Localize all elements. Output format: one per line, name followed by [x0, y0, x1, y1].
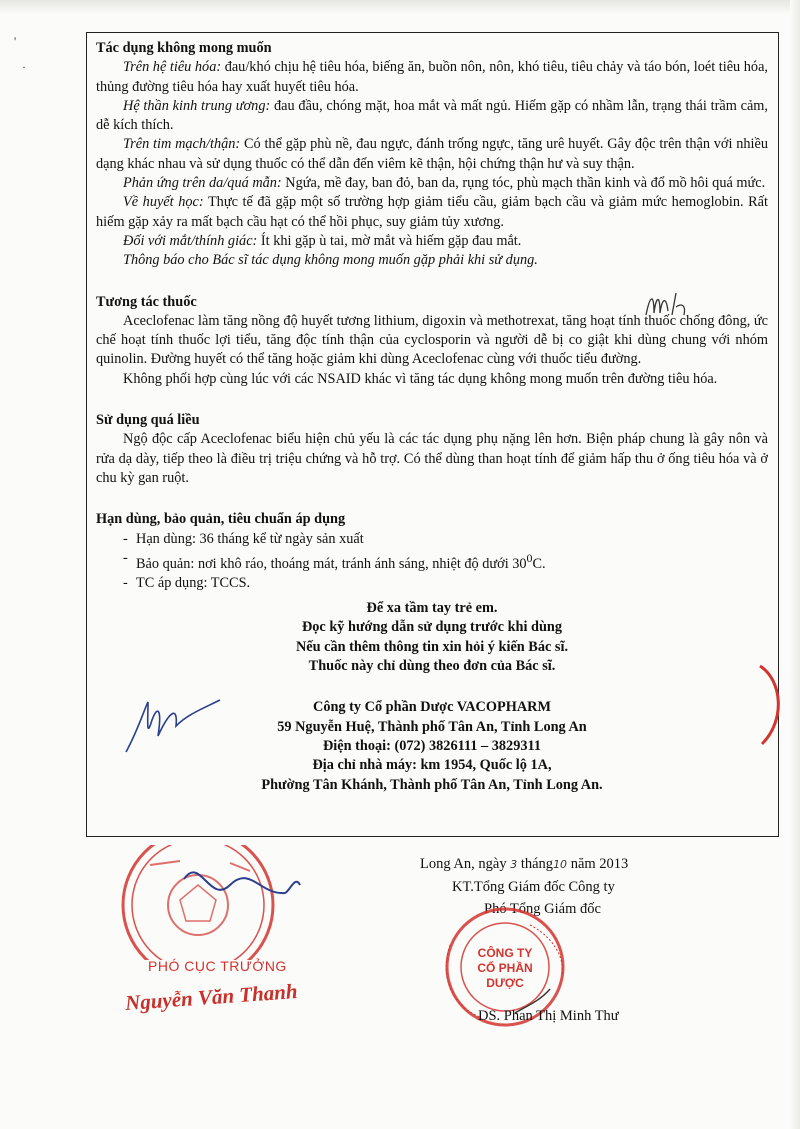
storage-heading: Hạn dùng, bảo quản, tiêu chuẩn áp dụng	[96, 511, 346, 528]
list-item: - TC áp dụng: TCCS.	[123, 574, 251, 591]
overdose-heading: Sử dụng quá liều	[96, 412, 200, 429]
deputy-director-name: Nguyễn Văn Thanh	[124, 979, 299, 1015]
signer-title-line: Phó Tổng Giám đốc	[484, 901, 601, 917]
side-effects-heading: Tác dụng không mong muốn	[96, 40, 272, 56]
side-effect-item: Phản ứng trên da/quá mẫn: Ngứa, mề đay, ban đỏ, ban da, rụng tóc, phù mạch thần kinh và đổ mồ hôi quá mức.	[123, 175, 766, 192]
warning-line: Để xa tầm tay trẻ em.	[366, 600, 498, 617]
company-address: 59 Nguyễn Huệ, Thành phố Tân An, Tỉnh Long An	[277, 718, 587, 735]
company-name: Công ty Cổ phần Dược VACOPHARM	[313, 699, 551, 716]
authority-stamp	[110, 845, 310, 960]
side-effect-item: Trên hệ tiêu hóa: đau/khó chịu hệ tiêu hóa, biếng ăn, buồn nôn, nôn, khó tiêu, tiêu chảy và táo bón, loét tiêu hóa, thủng đường tiêu hóa hay xuất huyết tiêu hóa.	[96, 59, 768, 95]
signer-role-line: KT.Tổng Giám đốc Công ty	[452, 879, 615, 895]
date-line: Long An, ngày 3 tháng10 năm 2013	[420, 856, 629, 872]
side-effect-item: Hệ thần kinh trung ương: đau đầu, chóng mặt, hoa mắt và mất ngủ. Hiếm gặp có nhầm lẫn, trạng thái trầm cảm, dễ kích thích.	[96, 97, 768, 134]
spacer	[96, 488, 768, 510]
list-item: - Hạn dùng: 36 tháng kể từ ngày sản xuất	[123, 530, 364, 547]
margin-dot-mark: '	[14, 34, 17, 48]
margin-dot-mark: ·	[22, 60, 26, 74]
initials-signature	[640, 285, 700, 325]
overdose-paragraph: Ngộ độc cấp Aceclofenac biểu hiện chủ yếu là các tác dụng phụ nặng lên hơn. Biện pháp chung là gây nôn và rửa dạ dày, tiếp theo là điều trị triệu chứng và hỗ trợ. Có thể dùng than hoạt tính để giảm hấp thu ở ống tiêu hóa và ở chu kỳ gan ruột.	[96, 431, 768, 486]
warnings-block	[96, 599, 768, 676]
factory-address: Địa chỉ nhà máy: km 1954, Quốc lộ 1A,	[312, 757, 552, 774]
side-effects-notice: Thông báo cho Bác sĩ tác dụng không mong muốn gặp phải khi sử dụng.	[123, 252, 538, 269]
warning-line: Nếu cần thêm thông tin xin hỏi ý kiến Bác sĩ.	[295, 638, 569, 655]
interactions-paragraph: Aceclofenac làm tăng nồng độ huyết tương lithium, digoxin và methotrexat, tăng hoạt tính thuốc chống đông, ức chế hoạt tính thuốc lợi tiểu, tăng độc tính thận của cyclosporin và người dễ bị co giật khi dùng chung với nhóm quinolin. Đường huyết có thể tăng hoặc giảm khi dùng Aceclofenac cùng với thuốc tiểu đường.	[96, 312, 768, 368]
list-item: - Bảo quản: nơi khô ráo, thoáng mát, tránh ánh sáng, nhiệt độ dưới $30^0C$.	[123, 549, 546, 572]
partial-stamp-arc	[752, 660, 792, 750]
side-effect-item: Trên tim mạch/thận: Có thể gặp phù nề, đau ngực, đánh trống ngực, tăng urê huyết. Gây độc trên thận với nhiều dạng khác nhau và sử dụng thuốc có thể dẫn đến viêm kẽ thận, hội chứng thận hư và suy thận.	[96, 136, 768, 172]
spacer	[96, 389, 768, 411]
page-right-shadow	[790, 0, 800, 1129]
storage-list	[96, 530, 768, 594]
stamp-line: CÔNG TY	[477, 946, 533, 960]
side-effect-item: Về huyết học: Thực tế đã gặp một số trường hợp giảm tiểu cầu, giảm bạch cầu và giảm mức hemoglobin. Rất hiếm gặp xảy ra mất bạch cầu hạt có thể hồi phục, suy giảm tủy xương.	[96, 194, 768, 230]
company-phone: Điện thoại: (072) 3826111 – 3829311	[322, 737, 542, 754]
warning-line: Đọc kỹ hướng dẫn sử dụng trước khi dùng	[301, 619, 563, 636]
document-body	[96, 39, 768, 795]
side-effect-item: Đối với mắt/thính giác: Ít khi gặp ù tai, mờ mắt và hiếm gặp đau mắt.	[123, 232, 522, 249]
interactions-paragraph: Không phối hợp cùng lúc với các NSAID khác vì tăng tác dụng không mong muốn trên đường tiêu hóa.	[123, 370, 718, 387]
deputy-director-title: PHÓ CỤC TRƯỞNG	[148, 958, 287, 974]
factory-address-line2: Phường Tân Khánh, Thành phố Tân An, Tỉnh Long An.	[261, 776, 603, 793]
stamp-line: DƯỢC	[486, 976, 524, 990]
page-top-shadow	[0, 0, 800, 14]
warning-line: Thuốc này chỉ dùng theo đơn của Bác sĩ.	[308, 658, 556, 675]
pen-signature-blue	[118, 690, 228, 760]
signer-name: DS. Phan Thị Minh Thư	[478, 1008, 619, 1024]
stamp-line: CỔ PHẦN	[477, 961, 533, 975]
interactions-heading: Tương tác thuốc	[96, 293, 197, 310]
